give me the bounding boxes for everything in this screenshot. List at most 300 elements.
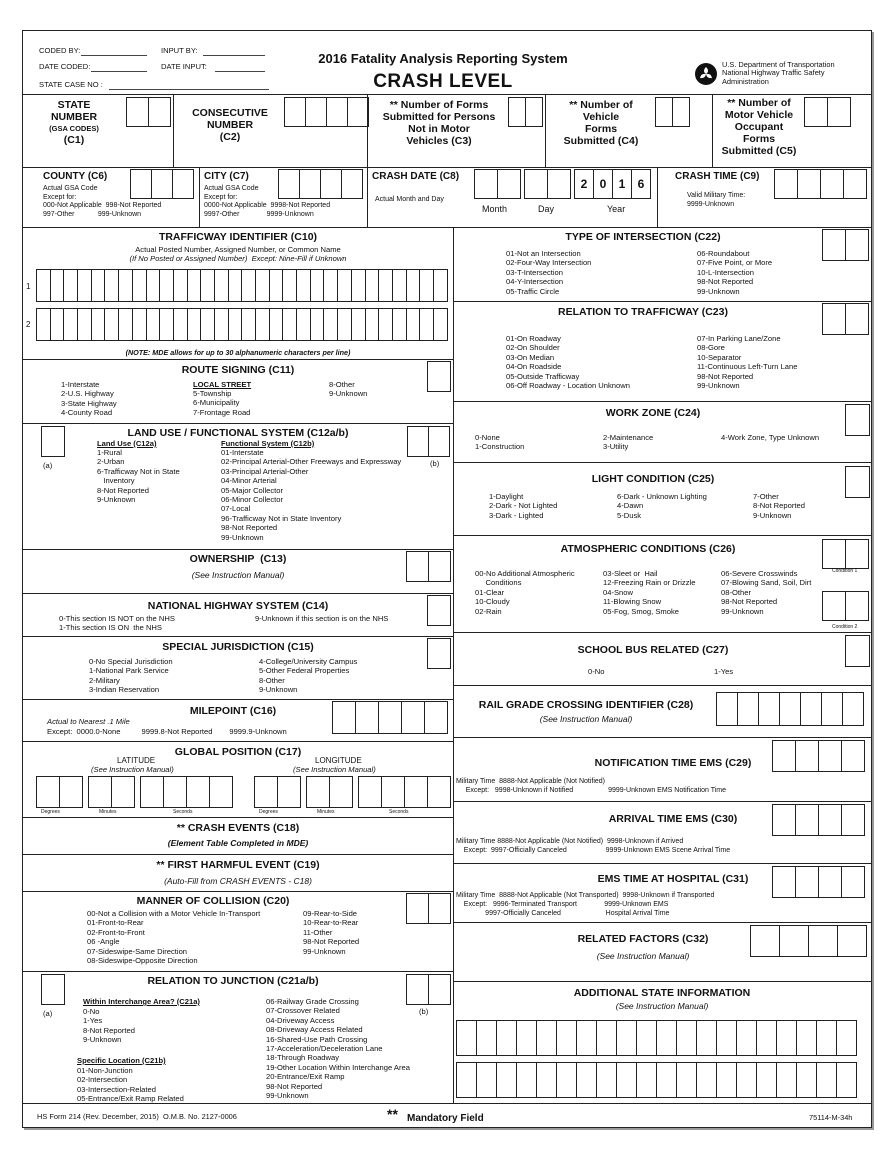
c29-title: NOTIFICATION TIME EMS (C29): [594, 757, 752, 769]
c27-yes: 1-Yes: [714, 667, 734, 676]
c15-title: SPECIAL JURISDICTION (C15): [162, 641, 314, 653]
c1-title: STATE NUMBER: [50, 99, 98, 123]
entry-cell[interactable]: [36, 269, 51, 302]
entry-cell[interactable]: [381, 776, 405, 808]
entry-cell[interactable]: [576, 1020, 597, 1056]
c19-text: (Auto-Fill from CRASH EVENTS - C18): [164, 876, 312, 886]
entry-cell[interactable]: [241, 308, 256, 341]
entry-cell[interactable]: [378, 269, 393, 302]
entry-cell[interactable]: [433, 269, 448, 302]
entry-cell[interactable]: [173, 269, 188, 302]
entry-cell[interactable]: [556, 1062, 577, 1098]
c30-title: ARRIVAL TIME EMS (C30): [608, 813, 738, 825]
entry-cell[interactable]: [758, 692, 780, 726]
entry-cell[interactable]: [159, 308, 174, 341]
c21a-text: 0-No 1-Yes 8-Not Reported 9-Unknown: [83, 1007, 135, 1045]
c8-day-entry[interactable]: [525, 169, 571, 199]
c13-entry[interactable]: [407, 551, 451, 582]
unit-label: Degrees: [259, 809, 278, 815]
c17-latitude: LATITUDE: [117, 756, 156, 765]
c26-title: ATMOSPHERIC CONDITIONS (C26): [560, 543, 736, 555]
entry-cell[interactable]: [716, 1020, 737, 1056]
entry-cell[interactable]: [378, 308, 393, 341]
c16-text1: Actual to Nearest .1 Mile: [47, 717, 130, 726]
divider: [23, 227, 871, 228]
c31-title: EMS TIME AT HOSPITAL (C31): [597, 873, 749, 885]
c20-entry[interactable]: [407, 893, 451, 924]
entry-cell[interactable]: [255, 308, 270, 341]
divider: [23, 699, 453, 700]
entry-cell[interactable]: [419, 269, 434, 302]
divider: [367, 94, 368, 167]
entry-cell[interactable]: [536, 1062, 557, 1098]
coded-by-line[interactable]: [81, 55, 147, 56]
c14-text2: 9-Unknown if this section is on the NHS: [255, 614, 389, 623]
c12-title: LAND USE / FUNCTIONAL SYSTEM (C12a/b): [127, 427, 349, 439]
entry-cell[interactable]: [716, 1062, 737, 1098]
c31-text: Military Time 8888-Not Applicable (Not Transported) 9998-Unknown if Transported Except: 9996-Terminated Transport 9999-Unknown EMS 9997-Officially Canceled Hospital Arrival Time: [456, 892, 715, 917]
entry-cell[interactable]: [209, 776, 233, 808]
entry-cell[interactable]: [427, 776, 451, 808]
c13-title: OWNERSHIP (C13): [189, 553, 287, 565]
entry-cell[interactable]: [214, 269, 229, 302]
mandatory-field: Mandatory Field: [407, 1113, 484, 1124]
entry-cell[interactable]: [696, 1062, 717, 1098]
entry-cell[interactable]: [676, 1020, 697, 1056]
c14-text1: 0-This section IS NOT on the NHS 1-This section IS ON the NHS: [59, 614, 175, 633]
entry-cell[interactable]: [159, 269, 174, 302]
entry-cell[interactable]: [596, 1062, 617, 1098]
c21b-head: Specific Location (C21b): [77, 1056, 166, 1065]
entry-cell[interactable]: [821, 692, 843, 726]
c21-title: RELATION TO JUNCTION (C21a/b): [147, 975, 319, 987]
entry-cell[interactable]: [63, 269, 78, 302]
entry-cell[interactable]: [404, 776, 428, 808]
entry-cell[interactable]: [296, 269, 311, 302]
entry-cell[interactable]: [456, 1020, 477, 1056]
entry-cell[interactable]: [50, 308, 65, 341]
entry-cell[interactable]: [254, 776, 278, 808]
entry-cell[interactable]: [796, 1020, 817, 1056]
c10-note: (NOTE: MDE allows for up to 30 alphanumeric characters per line): [125, 348, 351, 357]
entry-cell[interactable]: [836, 1062, 857, 1098]
divider: [199, 167, 200, 227]
entry-cell[interactable]: [779, 692, 801, 726]
entry-cell[interactable]: [50, 269, 65, 302]
c10-row1-label: 1: [26, 282, 31, 291]
entry-cell[interactable]: [656, 1020, 677, 1056]
entry-cell[interactable]: [111, 776, 135, 808]
entry-cell[interactable]: [808, 925, 838, 957]
c29-text: Military Time 8888-Not Applicable (Not Notified) Except: 9998-Unknown if Notified 9999-Unknown EMS Notification Time: [456, 778, 727, 794]
c5-entry[interactable]: [805, 97, 851, 127]
c10-line1-entry[interactable]: [37, 269, 448, 302]
c32-entry[interactable]: [751, 925, 867, 957]
entry-cell[interactable]: [163, 776, 187, 808]
entry-cell[interactable]: [269, 308, 284, 341]
entry-cell[interactable]: [91, 308, 106, 341]
divider: [23, 94, 871, 95]
entry-cell[interactable]: [91, 269, 106, 302]
entry-cell[interactable]: [476, 1062, 497, 1098]
entry-cell[interactable]: [77, 269, 92, 302]
c25-entry[interactable]: [845, 466, 870, 498]
c25-col2: 6-Dark - Unknown Lighting 4-Dawn 5-Dusk: [617, 492, 707, 520]
c28-title: RAIL GRADE CROSSING IDENTIFIER (C28): [478, 699, 694, 711]
entry-cell[interactable]: [716, 692, 738, 726]
entry-cell[interactable]: [214, 308, 229, 341]
entry-cell[interactable]: [419, 308, 434, 341]
entry-cell[interactable]: [36, 776, 60, 808]
c1-entry[interactable]: [127, 97, 171, 127]
entry-cell[interactable]: [140, 776, 164, 808]
c26-condition2-entry[interactable]: [823, 591, 869, 621]
c1-code: (C1): [63, 134, 85, 146]
c19-title: ** FIRST HARMFUL EVENT (C19): [156, 859, 320, 871]
c27-entry[interactable]: [845, 635, 870, 667]
c21a-head: Within Interchange Area? (C21a): [83, 997, 200, 1006]
c10-except: (If No Posted or Assigned Number) Except: Nine-Fill if Unknown: [129, 254, 347, 263]
mandatory-stars: **: [387, 1106, 398, 1122]
c8-year-entry: [575, 169, 651, 199]
divider: [453, 401, 871, 402]
c26-col1: 00-No Additional Atmospheric Conditions 01-Clear 10-Cloudy 02-Rain: [475, 569, 575, 616]
additional-text: (See Instruction Manual): [615, 1001, 709, 1011]
divider: [23, 167, 871, 168]
c14-entry[interactable]: [427, 595, 451, 626]
divider: [23, 423, 453, 424]
entry-cell[interactable]: [696, 1020, 717, 1056]
entry-cell[interactable]: [132, 269, 147, 302]
c21b-text: 01-Non-Junction 02-Intersection 03-Intersection-Related 05-Entrance/Exit Ramp Related: [77, 1066, 184, 1104]
entry-cell[interactable]: [556, 1020, 577, 1056]
condition1-label: Condition 1: [832, 568, 858, 574]
c16-title: MILEPOINT (C16): [189, 705, 277, 717]
c15-col1: 0-No Special Jurisdiction 1-National Park Service 2-Military 3-Indian Reservation: [89, 657, 173, 695]
c26-col2: 03-Sleet or Hail 12-Freezing Rain or Drizzle 04-Snow 11-Blowing Snow 05-Fog, Smog, Smoke: [603, 569, 696, 616]
entry-cell[interactable]: [186, 776, 210, 808]
entry-cell[interactable]: [596, 1020, 617, 1056]
c17-longitude: LONGITUDE: [315, 756, 362, 765]
entry-cell[interactable]: [779, 925, 809, 957]
entry-cell[interactable]: [636, 1062, 657, 1098]
entry-cell[interactable]: [392, 308, 407, 341]
dot-logo-icon: [695, 63, 717, 85]
c11-local-street: LOCAL STREET: [193, 380, 252, 389]
entry-cell[interactable]: [296, 308, 311, 341]
c2-entry[interactable]: [285, 97, 369, 127]
entry-cell[interactable]: [228, 269, 243, 302]
year-digit: 2: [574, 169, 594, 199]
c5-title: ** Number of Motor Vehicle Occupant Forms Submitted (C5): [721, 97, 797, 157]
entry-cell[interactable]: [241, 269, 256, 302]
c25-col1: 1-Daylight 2-Dark - Not Lighted 3-Dark - Lighted: [489, 492, 558, 520]
entry-cell[interactable]: [337, 308, 352, 341]
date-input-line[interactable]: [215, 71, 265, 72]
entry-cell[interactable]: [476, 1020, 497, 1056]
entry-cell[interactable]: [200, 308, 215, 341]
divider: [453, 632, 871, 633]
divider: [453, 863, 871, 864]
state-case-line[interactable]: [109, 89, 269, 90]
coded-by-label: CODED BY:: [39, 46, 81, 55]
c22-title: TYPE OF INTERSECTION (C22): [565, 231, 721, 243]
c9-title: CRASH TIME (C9): [675, 171, 760, 182]
c11-title: ROUTE SIGNING (C11): [181, 364, 295, 376]
c8-title: CRASH DATE (C8): [372, 171, 460, 182]
divider: [23, 891, 453, 892]
divider: [453, 462, 871, 463]
input-by-line[interactable]: [203, 55, 265, 56]
c6-entry[interactable]: [131, 169, 194, 199]
c25-title: LIGHT CONDITION (C25): [591, 473, 715, 485]
entry-cell[interactable]: [392, 269, 407, 302]
entry-cell[interactable]: [750, 925, 780, 957]
divider: [453, 922, 871, 923]
c14-title: NATIONAL HIGHWAY SYSTEM (C14): [147, 600, 329, 612]
c12b-entry[interactable]: [408, 426, 450, 457]
entry-cell[interactable]: [104, 269, 119, 302]
additional-line1-entry[interactable]: [457, 1020, 857, 1056]
entry-cell[interactable]: [776, 1062, 797, 1098]
entry-cell[interactable]: [756, 1020, 777, 1056]
c18-text: (Element Table Completed in MDE): [167, 838, 309, 848]
c30-entry[interactable]: [773, 804, 865, 836]
c20-col1: 00-Not a Collision with a Motor Vehicle In-Transport 01-Front-to-Rear 02-Front-to-Front 06 -Angle 07-Sideswipe-Same Direction 08-Sideswipe-Opposite Direction: [87, 909, 261, 966]
divider: [23, 636, 453, 637]
entry-cell[interactable]: [516, 1020, 537, 1056]
c15-entry[interactable]: [427, 638, 451, 669]
entry-cell[interactable]: [277, 776, 301, 808]
c12a-entry[interactable]: [41, 426, 65, 457]
c27-no: 0-No: [588, 667, 605, 676]
entry-cell[interactable]: [269, 269, 284, 302]
entry-cell[interactable]: [365, 308, 380, 341]
entry-cell[interactable]: [104, 308, 119, 341]
c24-col1: 0-None 1-Construction: [475, 433, 525, 452]
c10-text: Actual Posted Number, Assigned Number, or Common Name: [135, 245, 341, 254]
c18-title: ** CRASH EVENTS (C18): [176, 822, 300, 834]
entry-cell[interactable]: [616, 1062, 637, 1098]
c1-sub: (GSA CODES): [49, 124, 99, 133]
c31-entry[interactable]: [773, 866, 865, 898]
c11-col1: 1-Interstate 2-U.S. Highway 3-State Highway 4-County Road: [61, 380, 117, 418]
entry-cell[interactable]: [616, 1020, 637, 1056]
entry-cell[interactable]: [329, 776, 353, 808]
c4-entry[interactable]: [656, 97, 690, 127]
entry-cell[interactable]: [187, 269, 202, 302]
entry-cell[interactable]: [365, 269, 380, 302]
c9-entry[interactable]: [775, 169, 867, 199]
form-number: HS Form 214 (Rev. December, 2015) O.M.B. No. 2127-0006: [37, 1112, 237, 1121]
c16-entry[interactable]: [333, 701, 448, 734]
c10-line2-entry[interactable]: [37, 308, 448, 341]
entry-cell[interactable]: [118, 269, 133, 302]
entry-cell[interactable]: [433, 308, 448, 341]
divider: [453, 535, 871, 536]
entry-cell[interactable]: [310, 308, 325, 341]
entry-cell[interactable]: [406, 269, 421, 302]
divider: [453, 301, 871, 302]
entry-cell[interactable]: [576, 1062, 597, 1098]
entry-cell[interactable]: [816, 1062, 837, 1098]
state-case-label: STATE CASE NO :: [39, 80, 103, 89]
c15-col2: 4-College/University Campus 5-Other Federal Properties 8-Other 9-Unknown: [259, 657, 358, 695]
c17-see1: (See Instruction Manual): [91, 765, 174, 774]
c24-col3: 4-Work Zone, Type Unknown: [721, 433, 820, 442]
crash-level-form: [22, 30, 872, 1128]
divider: [23, 359, 453, 360]
divider: [657, 167, 658, 227]
c24-title: WORK ZONE (C24): [605, 407, 701, 419]
entry-cell[interactable]: [836, 1020, 857, 1056]
c22-entry[interactable]: [823, 229, 869, 261]
divider: [23, 1103, 871, 1104]
divider: [23, 593, 453, 594]
entry-cell[interactable]: [837, 925, 867, 957]
c29-entry[interactable]: [773, 740, 865, 772]
divider: [173, 94, 174, 167]
entry-cell[interactable]: [63, 308, 78, 341]
entry-cell[interactable]: [636, 1020, 657, 1056]
c21b-entry[interactable]: [407, 974, 451, 1005]
c25-col3: 7-Other 8-Not Reported 9-Unknown: [753, 492, 805, 520]
c23-title: RELATION TO TRAFFICWAY (C23): [558, 306, 728, 318]
entry-cell[interactable]: [146, 308, 161, 341]
entry-cell[interactable]: [88, 776, 112, 808]
year-digit: 6: [631, 169, 651, 199]
entry-cell[interactable]: [146, 269, 161, 302]
entry-cell[interactable]: [36, 308, 51, 341]
unit-label: Degrees: [41, 809, 60, 815]
entry-cell[interactable]: [756, 1062, 777, 1098]
day-label: Day: [538, 204, 555, 214]
entry-cell[interactable]: [516, 1062, 537, 1098]
c32-title: RELATED FACTORS (C32): [577, 933, 709, 945]
c7-text: Actual GSA Code Except for: 0000-Not Applicable 9998-Not Reported 9997-Other 9999-Unknown: [204, 185, 331, 218]
unit-label: Minutes: [317, 809, 335, 815]
unit-label: Minutes: [99, 809, 117, 815]
c3-entry[interactable]: [509, 97, 543, 127]
entry-cell[interactable]: [496, 1062, 517, 1098]
entry-cell[interactable]: [118, 308, 133, 341]
c12a-head: Land Use (C12a): [97, 439, 157, 448]
c17-latitude-entry[interactable]: [37, 776, 233, 808]
c3-title: ** Number of Forms Submitted for Persons Not in Motor Vehicles (C3): [382, 99, 496, 147]
entry-cell[interactable]: [776, 1020, 797, 1056]
entry-cell[interactable]: [59, 776, 83, 808]
month-label: Month: [482, 204, 508, 214]
agency-name: U.S. Department of Transportation National Highway Traffic Safety Administration: [722, 60, 835, 86]
entry-cell[interactable]: [255, 269, 270, 302]
entry-cell[interactable]: [306, 776, 330, 808]
divider: [23, 854, 453, 855]
c17-title: GLOBAL POSITION (C17): [174, 746, 302, 758]
entry-cell[interactable]: [406, 308, 421, 341]
c12a-text: 1-Rural 2-Urban 6-Trafficway Not in State Inventory 8-Not Reported 9-Unknown: [97, 448, 180, 505]
c32-text: (See Instruction Manual): [596, 951, 690, 961]
year-label: Year: [607, 204, 626, 214]
divider: [545, 94, 546, 167]
entry-cell[interactable]: [282, 269, 297, 302]
divider: [453, 685, 871, 686]
c13-text: (See Instruction Manual): [191, 570, 285, 580]
additional-line2-entry[interactable]: [457, 1062, 857, 1098]
date-coded-line[interactable]: [91, 71, 147, 72]
entry-cell[interactable]: [310, 269, 325, 302]
entry-cell[interactable]: [676, 1062, 697, 1098]
unit-label: Seconds: [173, 809, 193, 815]
entry-cell[interactable]: [351, 308, 366, 341]
entry-cell[interactable]: [282, 308, 297, 341]
divider: [367, 167, 368, 227]
entry-cell[interactable]: [736, 1062, 757, 1098]
divider: [453, 737, 871, 738]
c8-month-entry[interactable]: [475, 169, 521, 199]
entry-cell[interactable]: [228, 308, 243, 341]
c28-entry[interactable]: [717, 692, 864, 726]
c11-entry[interactable]: [427, 361, 451, 392]
c10-row2-label: 2: [26, 320, 31, 329]
entry-cell[interactable]: [816, 1020, 837, 1056]
entry-cell[interactable]: [796, 1062, 817, 1098]
c20-col2: 09-Rear-to-Side 10-Rear-to-Rear 11-Other 98-Not Reported 99-Unknown: [303, 909, 360, 956]
c7-entry[interactable]: [279, 169, 363, 199]
entry-cell[interactable]: [456, 1062, 477, 1098]
c26-condition1-entry[interactable]: [823, 539, 869, 569]
entry-cell[interactable]: [736, 1020, 757, 1056]
c23-entry[interactable]: [823, 303, 869, 335]
entry-cell[interactable]: [536, 1020, 557, 1056]
c21a-entry[interactable]: [41, 974, 65, 1005]
condition2-label: Condition 2: [832, 624, 858, 630]
year-digit: 0: [593, 169, 613, 199]
entry-cell[interactable]: [187, 308, 202, 341]
c17-see2: (See Instruction Manual): [293, 765, 376, 774]
c17-longitude-entry[interactable]: [255, 776, 451, 808]
c12b-label: (b): [430, 459, 440, 468]
entry-cell[interactable]: [358, 776, 382, 808]
entry-cell[interactable]: [737, 692, 759, 726]
entry-cell[interactable]: [842, 692, 864, 726]
form-subtitle: CRASH LEVEL: [373, 71, 513, 92]
divider: [453, 981, 871, 982]
c28-text: (See Instruction Manual): [539, 714, 633, 724]
c20-title: MANNER OF COLLISION (C20): [136, 895, 290, 907]
form-title: 2016 Fatality Analysis Reporting System: [318, 51, 568, 66]
c21a-label: (a): [43, 1009, 53, 1018]
c21-col2: 06-Railway Grade Crossing 07-Crossover Related 04-Driveway Access 08-Driveway Access Related 16-Shared-Use Path Crossing 17-Acceleration/Deceleration Lane 18-Through Roadway 19-Other Location Within Interchange Area 20-Entrance/Exit Ramp 98-Not Reported 99-Unknown: [266, 997, 410, 1101]
entry-cell[interactable]: [800, 692, 822, 726]
additional-title: ADDITIONAL STATE INFORMATION: [573, 987, 751, 999]
entry-cell[interactable]: [200, 269, 215, 302]
c22-col1: 01-Not an Intersection 02-Four-Way Intersection 03-T-Intersection 04-Y-Intersection 05-Traffic Circle: [506, 249, 592, 296]
entry-cell[interactable]: [351, 269, 366, 302]
form-code: 75114-M-34h: [809, 1113, 853, 1122]
input-by-label: INPUT BY:: [161, 46, 198, 55]
c7-title: CITY (C7): [204, 171, 249, 182]
entry-cell[interactable]: [77, 308, 92, 341]
entry-cell[interactable]: [656, 1062, 677, 1098]
c23-col1: 01-On Roadway 02-On Shoulder 03-On Median 04-On Roadside 05-Outside Trafficway 06-Off Roadway - Location Unknown: [506, 334, 630, 391]
entry-cell[interactable]: [323, 269, 338, 302]
entry-cell[interactable]: [323, 308, 338, 341]
entry-cell[interactable]: [496, 1020, 517, 1056]
c24-entry[interactable]: [845, 404, 870, 436]
entry-cell[interactable]: [337, 269, 352, 302]
entry-cell[interactable]: [173, 308, 188, 341]
entry-cell[interactable]: [132, 308, 147, 341]
